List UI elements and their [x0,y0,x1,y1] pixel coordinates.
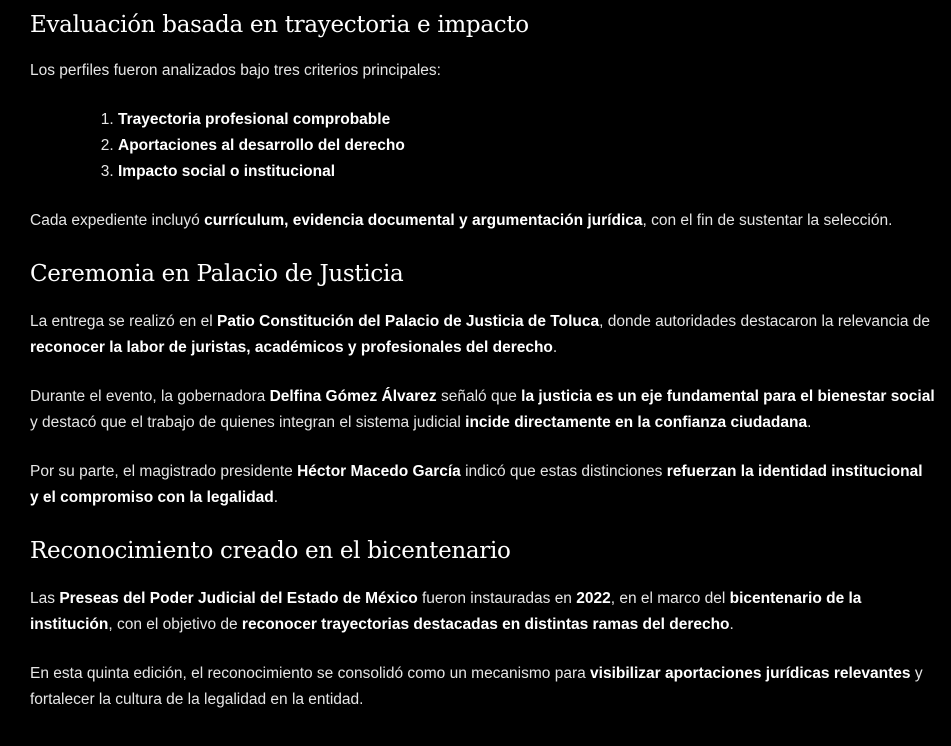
text-span: Por su parte, el magistrado presidente [30,463,298,480]
criteria-item [118,159,935,185]
paragraph-quinta-edicion [30,661,935,713]
paragraph-preseas [30,586,935,638]
text-span: fueron instauradas en [417,590,577,607]
bold-span: currículum, evidencia documental y argumentación jurídica [204,212,643,229]
criteria-item [118,107,935,133]
bold-span: Preseas del Poder Judicial del Estado de México [59,590,418,607]
text-span: indicó que estas distinciones [460,463,667,480]
text-span: . [552,339,558,356]
criteria-item-text: Trayectoria profesional comprobable [118,111,391,128]
paragraph-magistrado [30,459,935,511]
text-span: Cada expediente incluyó [30,212,205,229]
bold-span: Héctor Macedo García [297,463,461,480]
text-span: , con el objetivo de [108,616,242,633]
text-span: , donde autoridades destacaron la relevancia de [599,313,931,330]
text-span: . [807,414,812,431]
text-span: , en el marco del [610,590,730,607]
bold-span: 2022 [576,590,611,607]
text-span: . [273,489,279,506]
bold-span: Patio Constitución del Palacio de Justicia de Toluca [216,313,600,330]
criteria-intro: Los perfiles fueron analizados bajo tres criterios principales: [30,62,441,79]
bold-span: Delfina Gómez Álvarez [269,388,437,405]
paragraph-entrega [30,309,935,361]
section-heading-ceremonia: Ceremonia en Palacio de Justicia [30,261,404,287]
criteria-item-text: Impacto social o institucional [118,163,336,180]
bold-span: bicentenario de la institución [30,590,862,633]
paragraph-gobernadora [30,384,935,436]
bold-span: la justicia es un eje fundamental para el bienestar social [521,388,935,405]
bold-span: reconocer trayectorias destacadas en distintas ramas del derecho [241,616,730,633]
bold-span: reconocer la labor de juristas, académicos y profesionales del derecho [30,339,553,356]
text-span: , con el fin de sustentar la selección. [642,212,893,229]
text-span: . [729,616,734,633]
text-span: señaló que [436,388,522,405]
text-span: La entrega se realizó en el [30,313,217,330]
bold-span: incide directamente en la confianza ciudadana [465,414,808,431]
text-span: Las [30,590,60,607]
criteria-item-text: Aportaciones al desarrollo del derecho [118,137,405,154]
text-span: y destacó que el trabajo de quienes integran el sistema judicial [30,414,466,431]
paragraph-expediente [30,208,935,234]
text-span: Durante el evento, la gobernadora [30,388,270,405]
bold-span: refuerzan la identidad institucional y el compromiso con la legalidad [30,463,923,506]
section-heading-bicentenario: Reconocimiento creado en el bicentenario [30,538,511,564]
criteria-list [30,107,935,185]
text-span: y fortalecer la cultura de la legalidad en la entidad. [30,665,923,708]
criteria-item [118,133,935,159]
bold-span: visibilizar aportaciones jurídicas relevantes [590,665,911,682]
section-heading-evaluacion: Evaluación basada en trayectoria e impacto [30,12,529,38]
text-span: En esta quinta edición, el reconocimiento se consolidó como un mecanismo para [30,665,591,682]
